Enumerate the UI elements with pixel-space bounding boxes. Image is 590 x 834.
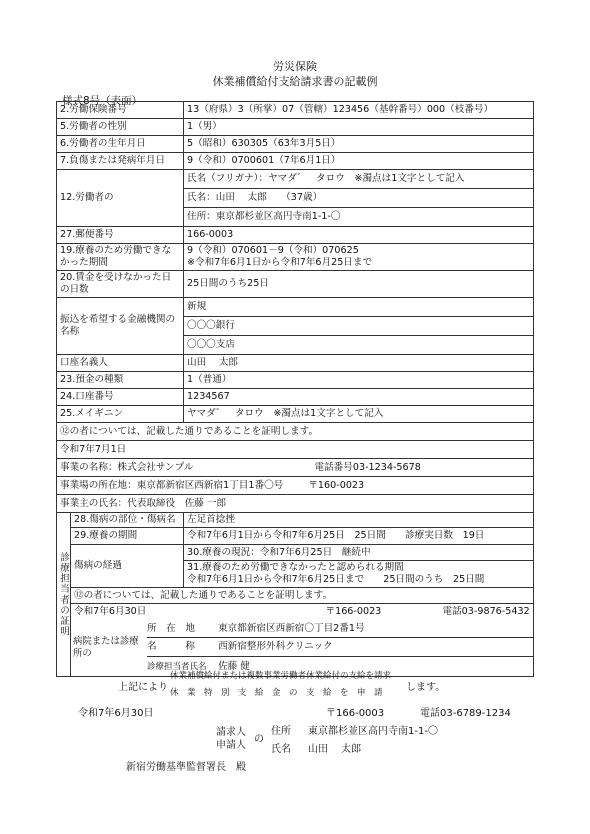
company-name: 事業の名称：株式会社サンプル — [60, 461, 194, 473]
days-label: 20.賃金を受けなかった日の日数 — [57, 271, 184, 298]
owner-name: 事業主の氏名：代表取締役 佐藤 一郎 — [57, 495, 534, 513]
row-birth — [57, 136, 534, 153]
company-cell — [57, 459, 534, 477]
row-doctor-date — [57, 604, 534, 620]
address-value: 東京都杉並区高円寺南1-1-〇 — [308, 726, 438, 737]
bank-type: 新規 — [184, 298, 534, 317]
doctor-cert: ⑫の者については、記載した通りであることを証明します。 — [71, 588, 534, 604]
course-recognized — [184, 561, 534, 588]
injury-part-label: 28.傷病の部位・傷病名 — [71, 513, 184, 528]
row-insurance-no — [57, 102, 534, 119]
row-worker-furigana — [57, 170, 534, 189]
bank-name: 〇〇〇銀行 — [184, 317, 534, 336]
injury-part-value: 左足首捻挫 — [184, 513, 534, 528]
treatment-value: 令和7年6月1日から令和7年6月25日 25日間 診療実日数 19日 — [184, 528, 534, 545]
employer-cert: ⑫の者については、記載した通りであることを証明します。 — [57, 423, 534, 441]
bank-branch: 〇〇〇支店 — [184, 336, 534, 355]
row-days — [57, 271, 534, 298]
location-cell — [57, 477, 534, 495]
insurance-no-label: 2.労働保険番号 — [57, 102, 184, 119]
hospital-cell — [71, 620, 534, 677]
deposit-type-label: 23.預金の種類 — [57, 372, 184, 389]
hospital-label: 病院または診療所の — [73, 635, 139, 659]
applicant-label: 申請人 — [216, 740, 246, 751]
row-hospital — [57, 620, 534, 677]
claimant-label: 請求人 — [216, 727, 246, 738]
hospital-name-label: 名 称 — [147, 640, 195, 652]
row-employer-cert — [57, 423, 534, 441]
row-injury-date — [57, 153, 534, 170]
footer-line1: 休業補償給付または複数事業労働者休業給付の支給を請求 — [170, 671, 392, 681]
row-course-status — [57, 545, 534, 561]
kana-label: 25.メイギニン — [57, 406, 184, 423]
doctor-name-value: 佐藤 健 — [218, 660, 250, 672]
doctor-name-label: 診療担当者氏名 — [147, 661, 207, 672]
gender-value: 1（男） — [184, 119, 534, 136]
holder-value: 山田 太郎 — [184, 355, 534, 372]
period-value — [184, 244, 534, 271]
bank-label: 振込を希望する金融機関の名称 — [57, 298, 184, 355]
postal-value: 166-0003 — [184, 227, 534, 244]
doctor-date: 令和7年6月30日 — [74, 605, 147, 617]
gender-label: 5.労働者の性別 — [57, 119, 184, 136]
worker-name: 氏名：山田 太郎 （37歳） — [184, 189, 534, 208]
recognized-line2: 令和7年6月1日から令和7年6月25日まで 25日間のうち 25日間 — [187, 574, 485, 585]
hospital-phone: 電話03-9876-5432 — [442, 605, 530, 617]
period-label: 19.療養のため労働できなかった期間 — [57, 244, 184, 271]
location-address: 事業場の所在地：東京都新宿区西新宿1丁目1番〇号 — [60, 479, 284, 491]
doc-title-line1: 労災保険 — [273, 60, 317, 73]
postal-label: 27.郵便番号 — [57, 227, 184, 244]
no-particle: の — [254, 734, 264, 745]
hospital-name-value: 西新宿整形外科クリニック — [218, 640, 333, 652]
treatment-label: 29.療養の期間 — [71, 528, 184, 545]
hospital-postal: 〒166-0023 — [325, 605, 382, 617]
form-id: 様式8号（表面） — [62, 95, 143, 107]
location-postal: 〒160-0023 — [308, 479, 365, 491]
hospital-grid — [73, 620, 533, 676]
row-holder — [57, 355, 534, 372]
doctor-section-label: 診療担当者の証明 — [58, 551, 69, 637]
footer-postal: 〒166-0003 — [326, 708, 385, 719]
row-kana — [57, 406, 534, 423]
row-bank-type — [57, 298, 534, 317]
company-phone: 電話番号03-1234-5678 — [314, 461, 421, 473]
doc-title-line2: 休業補償給付支給請求書の記載例 — [212, 75, 378, 88]
footer-date: 令和7年6月30日 — [78, 708, 154, 719]
row-company — [57, 459, 534, 477]
office-name: 新宿労働基準監督署長 殿 — [126, 762, 246, 773]
employer-date: 令和7年7月1日 — [57, 441, 534, 459]
recognized-line1: 31.療養のため労働できなかったと認められる期間 — [187, 562, 404, 573]
doctor-date-cell — [71, 604, 534, 620]
row-postal — [57, 227, 534, 244]
name-label: 氏名 — [271, 744, 291, 755]
days-value: 25日間のうち25日 — [184, 271, 534, 298]
footer-line2: 休 業 特 別 支 給 金 の 支 給 を 申 請 — [170, 688, 383, 698]
row-account-no — [57, 389, 534, 406]
row-employer-date — [57, 441, 534, 459]
account-no-value: 1234567 — [184, 389, 534, 406]
doctor-section-label-cell — [57, 513, 71, 677]
row-gender — [57, 119, 534, 136]
kana-value: ヤマダ゛ タロウ ※濁点は1文字として記入 — [184, 406, 534, 423]
period-value-line1: 9（令和）070601－9（令和）070625 — [187, 245, 359, 256]
row-owner — [57, 495, 534, 513]
address-label: 住所 — [271, 726, 291, 737]
row-location — [57, 477, 534, 495]
course-status: 30.療養の現況：令和7年6月25日 継続中 — [184, 545, 534, 561]
hospital-location-row — [147, 620, 533, 638]
worker-label: 12.労働者の — [57, 170, 184, 227]
deposit-type-value: 1（普通） — [184, 372, 534, 389]
claim-form-table — [56, 101, 534, 677]
worker-furigana: 氏名（フリガナ）：ヤマダ゛ タロウ ※濁点は1文字として記入 — [184, 170, 534, 189]
holder-label: 口座名義人 — [57, 355, 184, 372]
footer-phone: 電話03-6789-1234 — [420, 708, 511, 719]
footer-prefix: 上記により — [118, 682, 168, 693]
footer-suffix: します。 — [406, 682, 446, 693]
row-deposit-type — [57, 372, 534, 389]
hospital-location-value: 東京都新宿区西新宿〇丁目2番1号 — [218, 622, 365, 634]
hospital-name-row — [147, 638, 533, 657]
name-value: 山田 太郎 — [308, 744, 362, 755]
row-injury-part — [57, 513, 534, 528]
course-label: 傷病の経過 — [71, 545, 184, 588]
row-treatment — [57, 528, 534, 545]
birth-value: 5（昭和）630305（63年3月5日） — [184, 136, 534, 153]
row-period — [57, 244, 534, 271]
account-no-label: 24.口座番号 — [57, 389, 184, 406]
injury-date-value: 9（令和）0700601（7年6月1日） — [184, 153, 534, 170]
birth-label: 6.労働者の生年月日 — [57, 136, 184, 153]
injury-date-label: 7.負傷または発病年月日 — [57, 153, 184, 170]
row-doctor-cert — [57, 588, 534, 604]
worker-address: 住所：東京都杉並区高円寺南1-1-〇 — [184, 208, 534, 227]
period-value-line2: ※令和7年6月1日から令和7年6月25日まで — [187, 257, 373, 268]
insurance-no-value: 13（府県）3（所掌）07（管轄）123456（基幹番号）000（枝番号） — [184, 102, 534, 119]
hospital-location-label: 所 在 地 — [147, 622, 195, 634]
